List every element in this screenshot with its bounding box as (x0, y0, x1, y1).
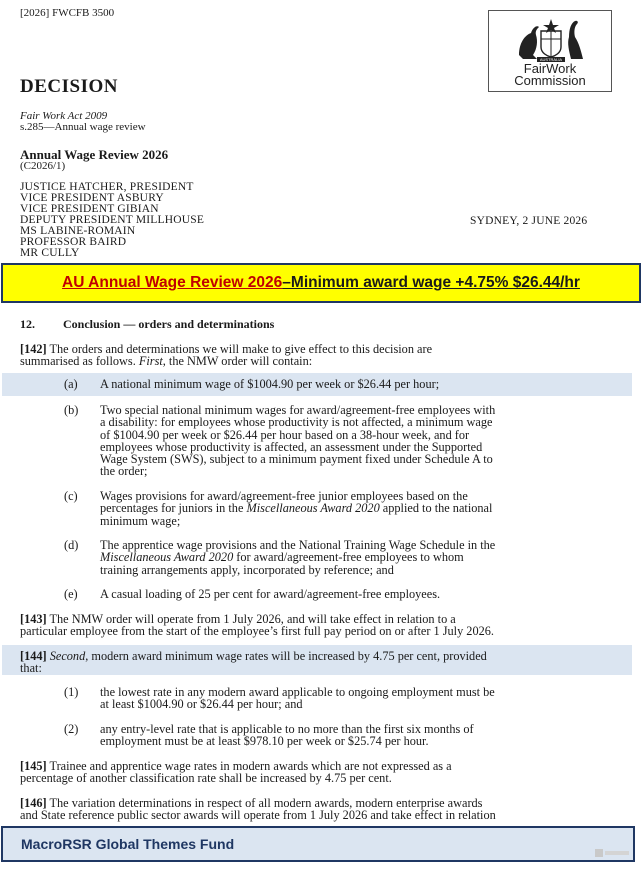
paragraph-number: [145] (20, 759, 47, 773)
item-text: percentages for juniors in the (100, 501, 247, 516)
item-text: Wage System (SWS), subject to a minimum payment fixed under Schedule A to (100, 452, 493, 467)
item-text: Wages provisions for award/agreement-free junior employees based on the (100, 489, 468, 503)
document-title: DECISION (20, 76, 118, 97)
item-text: employees whose productivity is affected, an assessment under the Supported (100, 439, 483, 454)
banner-title: AU Annual Wage Review 2026 (62, 274, 283, 291)
item-text: The apprentice wage provisions and the National Training Wage Schedule in the (100, 538, 496, 552)
place-date: SYDNEY, 2 JUNE 2026 (470, 215, 588, 227)
item-text: of $1004.90 per week or $26.44 per hour based on a 38-hour week, and for (100, 427, 470, 442)
item-label: (1) (64, 685, 79, 699)
member: MR CULLY (20, 247, 80, 259)
paragraph-number: [144] (20, 649, 47, 663)
section-title: Conclusion — orders and determinations (63, 317, 275, 331)
coat-of-arms-icon (511, 15, 591, 63)
item-emphasis: Miscellaneous Award 2020 (100, 550, 234, 565)
member: MS LABINE-ROMAIN (20, 225, 136, 237)
item-label: (d) (64, 538, 79, 552)
item-label: (e) (64, 587, 78, 601)
paragraph-145 (20, 760, 600, 785)
member: VICE PRESIDENT ASBURY (20, 192, 164, 204)
headline-banner (1, 263, 641, 303)
review-reference: (C2026/1) (20, 160, 66, 172)
paragraph-text: , modern award minimum wage rates will be increased by 4.75 per cent, provided (85, 649, 487, 663)
item-label: (c) (64, 489, 78, 503)
paragraph-text: that: (20, 661, 42, 676)
item-label: (a) (64, 377, 78, 391)
logo-line-1: FairWork (523, 61, 577, 76)
paragraph-143 (20, 613, 600, 638)
paragraph-text: Trainee and apprentice wage rates in modern awards which are not expressed as a (49, 759, 452, 773)
member: JUSTICE HATCHER, PRESIDENT (20, 181, 194, 193)
crest-text: AUSTRALIA (539, 57, 563, 63)
item-text: minimum wage; (100, 513, 181, 528)
paragraph-146 (20, 797, 600, 822)
section-number: 12. (20, 317, 35, 331)
act-name: Fair Work Act 2009 (20, 110, 108, 122)
item-label: (b) (64, 403, 79, 417)
item-text: training arrangements apply, incorporated by reference; and (100, 562, 394, 577)
paragraph-emphasis: First (138, 354, 163, 369)
paragraph-emphasis: Second (49, 649, 86, 663)
item-text: employment must be at least $978.10 per week or $25.74 per hour. (100, 734, 429, 749)
paragraph-text: The orders and determinations we will make to give effect to this decision are (49, 342, 433, 356)
paragraph-text: The NMW order will operate from 1 July 2026, and will take effect in relation to a (49, 612, 456, 626)
bench-members (20, 182, 204, 259)
item-text: A national minimum wage of $1004.90 per week or $26.44 per hour; (100, 377, 440, 391)
item-text: the order; (100, 464, 148, 479)
decision-citation: [2026] FWCFB 3500 (20, 7, 115, 19)
item-text: at least $1004.90 or $26.44 per hour; and (100, 697, 303, 712)
fund-footer: MacroRSR Global Themes Fund (1, 826, 635, 862)
logo-line-2: Commission (514, 73, 586, 88)
paragraph-text: The variation determinations in respect of all modern awards, modern enterprise awards (49, 796, 483, 810)
item-text: the lowest rate in any modern award applicable to ongoing employment must be (100, 685, 495, 699)
paragraph-number: [142] (20, 342, 47, 356)
watermark-icon (594, 846, 630, 860)
paragraph-142 (20, 343, 600, 368)
paragraph-text: and State reference public sector awards will operate from 1 July 2026 and take effect in relation (20, 808, 496, 823)
paragraph-text: summarised as follows. (20, 354, 139, 369)
member: VICE PRESIDENT GIBIAN (20, 203, 159, 215)
paragraph-144 (20, 650, 600, 675)
item-text: for award/agreement-free employees to whom (233, 550, 464, 565)
paragraph-number: [143] (20, 612, 47, 626)
act-reference (20, 111, 146, 133)
fwc-logo (488, 10, 612, 92)
item-text: A casual loading of 25 per cent for award/agreement-free employees. (100, 587, 441, 601)
banner-subtitle: –Minimum award wage +4.75% $26.44/hr (282, 274, 580, 291)
review-title: Annual Wage Review 2026 (20, 147, 169, 162)
item-text: applied to the national (379, 501, 493, 516)
paragraph-text: particular employee from the start of the employee’s first full pay period on or after 1 July 2026. (20, 624, 494, 639)
item-text: any entry-level rate that is applicable to no more than the first six months of (100, 722, 474, 736)
paragraph-number: [146] (20, 796, 47, 810)
item-text: a disability: for employees whose productivity is not affected, a minimum wage (100, 415, 493, 430)
act-section: s.285—Annual wage review (20, 121, 146, 133)
member: DEPUTY PRESIDENT MILLHOUSE (20, 214, 205, 226)
item-label: (2) (64, 722, 79, 736)
item-emphasis: Miscellaneous Award 2020 (246, 501, 380, 516)
member: PROFESSOR BAIRD (20, 236, 127, 248)
paragraph-text: percentage of another classification rate shall be increased by 4.75 per cent. (20, 771, 392, 786)
item-text: Two special national minimum wages for award/agreement-free employees with (100, 403, 496, 417)
paragraph-text: , the NMW order will contain: (162, 354, 313, 369)
section-heading (20, 317, 274, 332)
